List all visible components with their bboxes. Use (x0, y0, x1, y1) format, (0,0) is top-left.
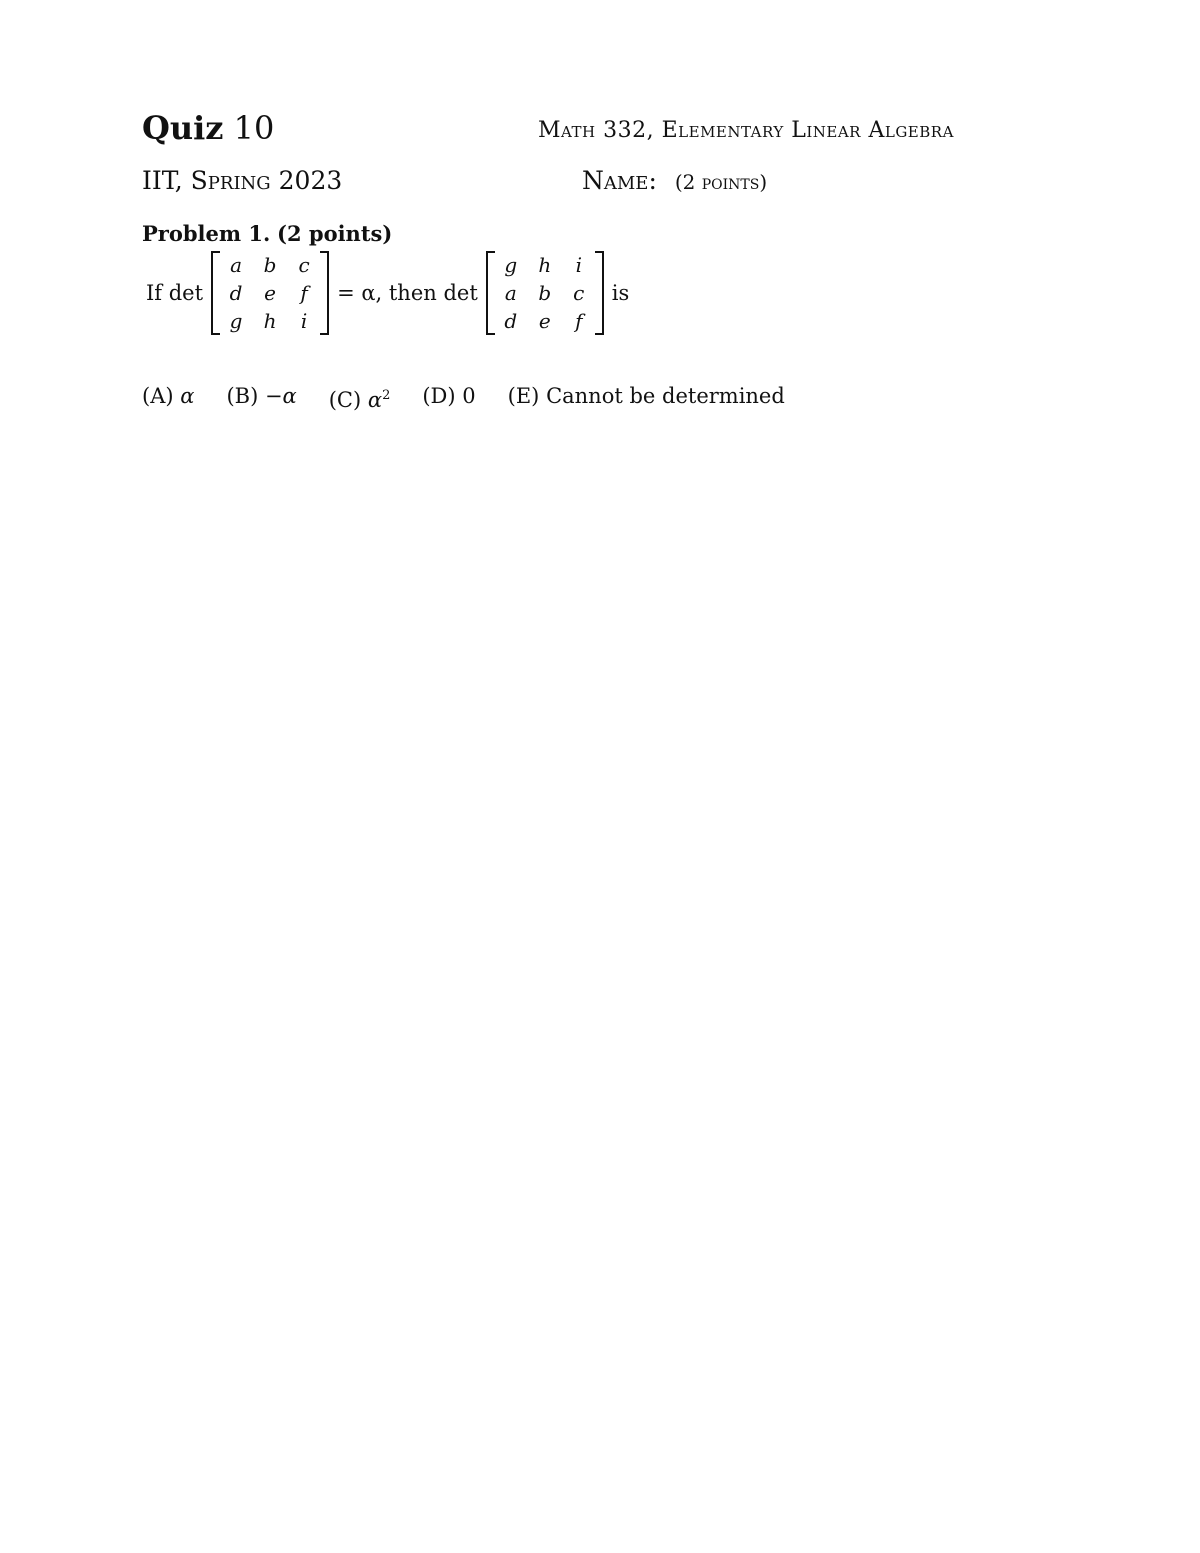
option-a (142, 382, 194, 414)
matrix-cell: i (300, 309, 308, 333)
option-d (422, 382, 475, 414)
given-matrix (211, 251, 329, 335)
option-label: (E) (507, 384, 540, 408)
matrix-cell: h (538, 253, 552, 277)
matrix-cell: g (504, 253, 518, 277)
option-text: α (367, 388, 383, 412)
answer-options (142, 382, 817, 414)
matrix-cell: h (263, 309, 277, 333)
option-label: (B) (226, 384, 259, 408)
term-line (142, 165, 342, 197)
quiz-title (142, 108, 274, 148)
name-label: Name: (582, 166, 657, 195)
matrix-cell: c (573, 281, 585, 305)
option-text: α (180, 384, 195, 408)
option-text: −α (264, 384, 297, 408)
option-e (508, 382, 785, 414)
problem-label: Problem 1. (142, 221, 271, 246)
matrix-cell: i (575, 253, 582, 277)
quiz-label: Quiz (142, 109, 224, 147)
matrix-cell: c (298, 253, 310, 277)
option-text: 0 (462, 384, 476, 408)
matrix-cell: g (229, 309, 243, 333)
option-b (226, 382, 296, 414)
matrix-cell: d (504, 309, 518, 333)
problem-equation (142, 250, 633, 336)
option-c (329, 382, 391, 414)
matrix-cell: e (264, 281, 276, 305)
matrix-cell: f (300, 281, 308, 305)
term-year: 2023 (278, 166, 343, 195)
term-season: Spring (190, 166, 271, 195)
quiz-number: 10 (233, 109, 275, 147)
problem-points: (2 points) (277, 221, 393, 246)
term-school: IIT, (142, 166, 183, 195)
option-label: (C) (328, 388, 362, 412)
equation-middle: = α, then det (337, 281, 478, 305)
left-bracket (211, 251, 220, 335)
matrix-cell: b (538, 281, 552, 305)
target-matrix (486, 251, 604, 335)
equation-suffix: is (611, 281, 630, 305)
problem-heading (142, 220, 392, 248)
left-bracket (486, 251, 495, 335)
option-superscript: 2 (382, 388, 391, 403)
matrix-cell: f (575, 309, 583, 333)
name-points: (2 points) (674, 170, 768, 194)
matrix-cell: a (230, 253, 243, 277)
option-label: (A) (142, 384, 174, 408)
course-title: Math 332, Elementary Linear Algebra (538, 118, 954, 143)
option-text: Cannot be determined (546, 384, 785, 408)
option-label: (D) (422, 384, 456, 408)
matrix-cell: a (504, 281, 517, 305)
equation-prefix: If det (146, 281, 204, 305)
right-bracket (595, 251, 604, 335)
matrix-cell: e (538, 309, 551, 333)
matrix-cell: b (263, 253, 277, 277)
right-bracket (320, 251, 329, 335)
name-line (582, 165, 767, 198)
matrix-cell: d (229, 281, 243, 305)
